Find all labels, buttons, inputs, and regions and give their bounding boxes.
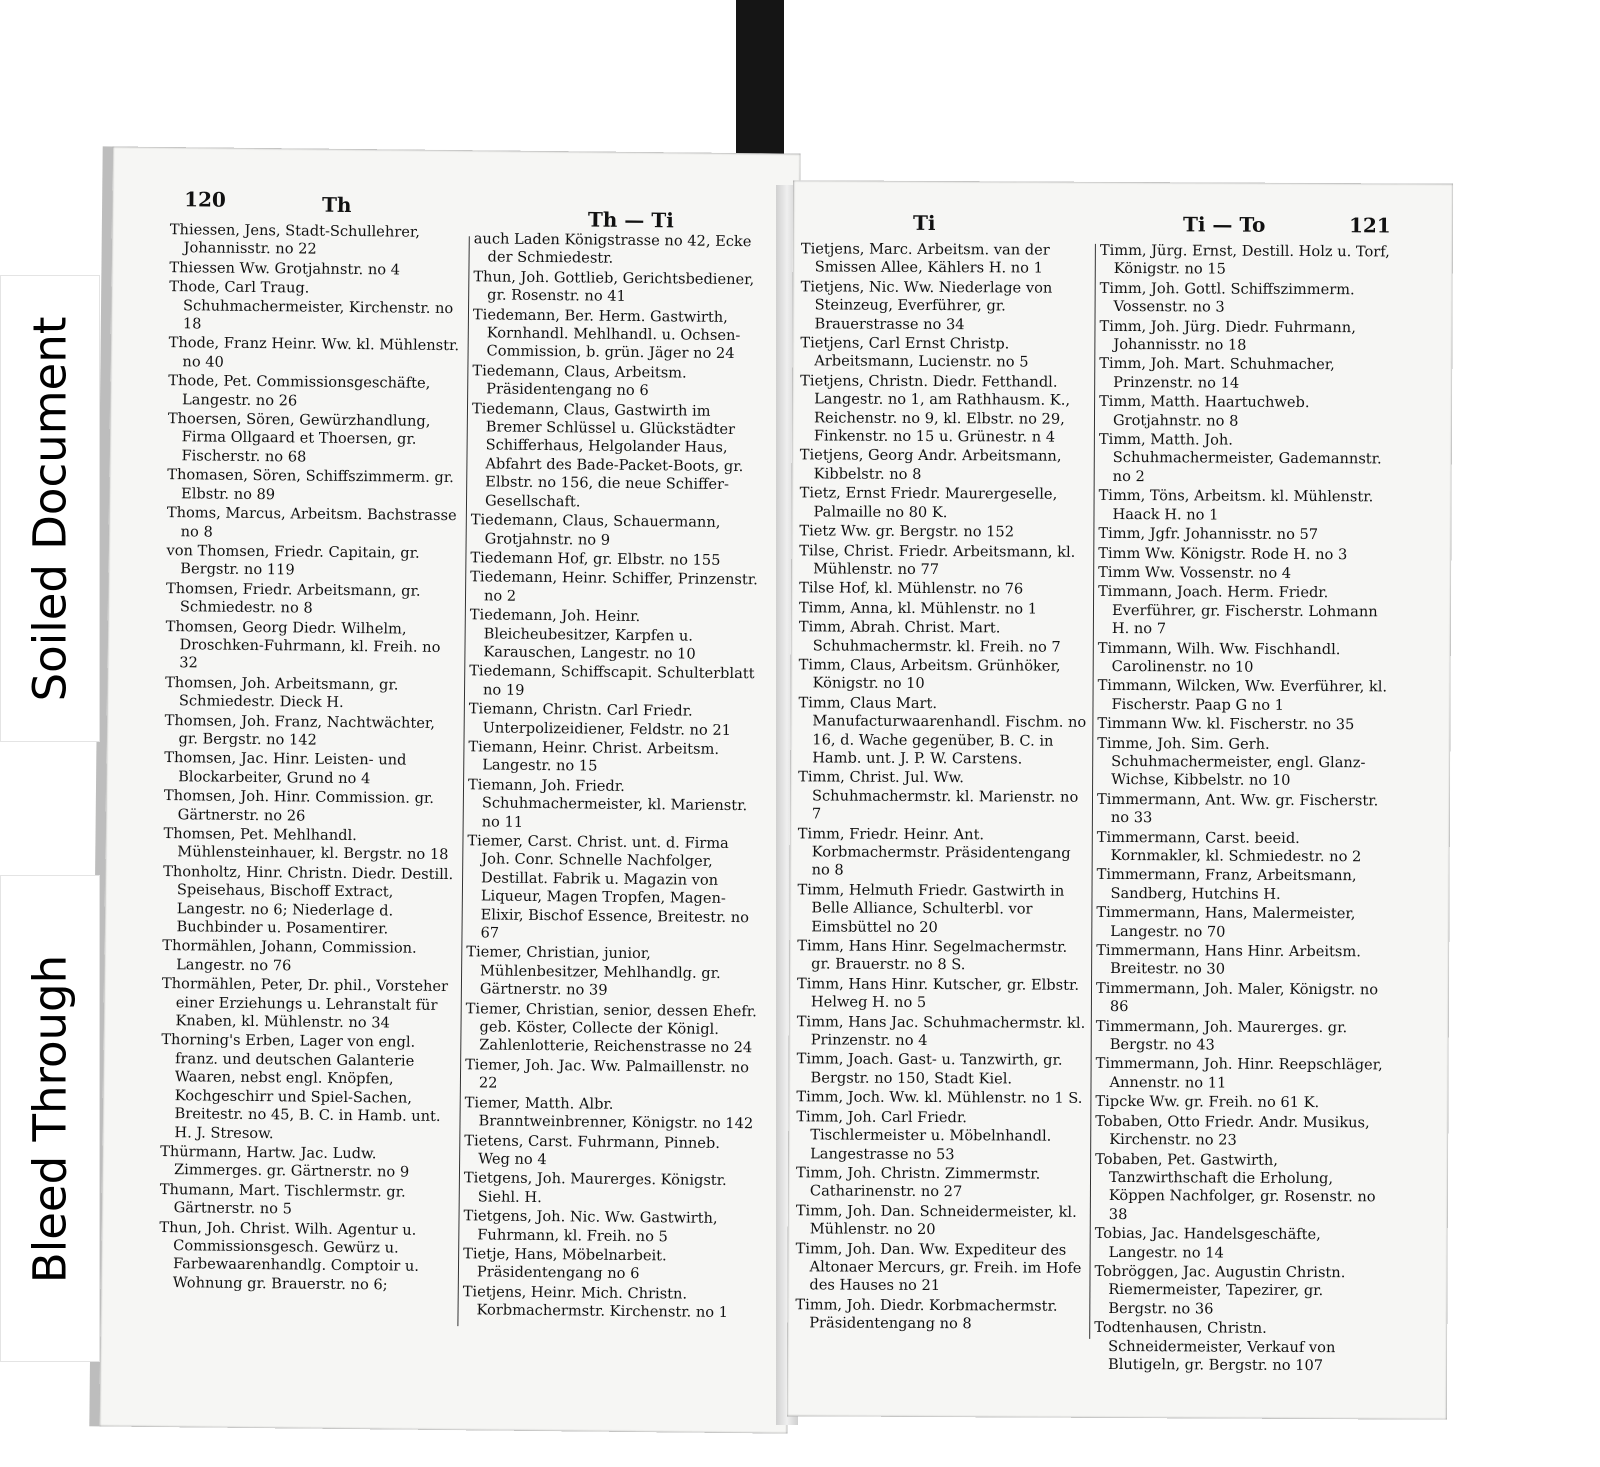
directory-entry: Tietjens, Carl Ernst Christp. Arbeitsmann, Lucienstr. no 5 (800, 334, 1029, 371)
directory-entry: Thomsen, Jac. Hinr. Leisten- und Blockarbeiter, Grund no 4 (164, 749, 407, 787)
directory-entry: Thode, Pet. Commissionsgeschäfte, Langestr. no 26 (168, 372, 431, 410)
directory-entry: Tiemann, Christn. Carl Friedr. Unterpolizeidiener, Feldstr. no 21 (468, 700, 732, 739)
directory-entry: Timm, Hans Jac. Schuhmachermstr. kl. Prinzenstr. no 4 (796, 1012, 1086, 1050)
directory-entry: Timm, Joh. Dan. Ww. Expediteur des Altonaer Mercurs, gr. Freih. im Hofe des Hauses no 21 (795, 1239, 1082, 1295)
directory-entry: Tietjens, Christn. Diedr. Fetthandl. Langestr. no 1, am Rathhausm. K., Reichenstr. no 9, kl. Elbstr. no 29, Finkenstr. no 15 u. Grünestr. n 4 (800, 372, 1071, 446)
directory-entry: Thürmann, Hartw. Jac. Ludw. Zimmerges. gr. Gärtnerstr. no 9 (160, 1142, 410, 1181)
directory-entry: Thode, Franz Heinr. Ww. kl. Mühlenstr. no 40 (168, 334, 460, 371)
directory-entry: Tiedemann, Claus, Gastwirth im Bremer Schlüssel u. Glückstädter Schifferhaus, Helgolander Haus, Abfahrt des Bade-Packet-Boots, gr. Elbstr. no 156, die neue Schiffer-Gesellschaft. (471, 399, 744, 511)
directory-entry: Thomsen, Pet. Mehlhandl. Mühlensteinhauer, kl. Bergstr. no 18 (163, 825, 449, 864)
directory-entry: Timmann Ww. kl. Fischerstr. no 35 (1097, 715, 1355, 734)
directory-entry: Tiemer, Christian, senior, dessen Ehefr. geb. Köster, Collecte der Königl. Zahlenlotterie, Reichenstrasse no 24 (465, 999, 757, 1057)
directory-entry: Timm, Joch. Ww. kl. Mühlenstr. no 1 S. (796, 1088, 1083, 1108)
header-range-left: Th — Ti (587, 207, 674, 233)
directory-entry: Timmermann, Joh. Maler, Königstr. no 86 (1095, 979, 1379, 1016)
directory-entry: Thoms, Marcus, Arbeitsm. Bachstrasse no 8 (166, 504, 457, 541)
directory-entry: Tobröggen, Jac. Augustin Christn. Riemermeister, Tapezirer, gr. Bergstr. no 36 (1094, 1262, 1346, 1318)
page-number-right: 121 (1348, 213, 1391, 238)
directory-entry: Thomsen, Friedr. Arbeitsmann, gr. Schmiedestr. no 8 (166, 579, 421, 617)
directory-entry: Timm, Claus Mart. Manufacturwaarenhandl. Fischm. no 16, d. Wache gegenüber, B. C. in Hamb. unt. J. P. W. Carstens. (798, 694, 1087, 768)
left-page-column-1 (159, 221, 464, 1296)
bleed-through-label (0, 875, 100, 1362)
directory-entry: Timm, Joh. Dan. Schneidermeister, kl. Mühlenstr. no 20 (795, 1202, 1077, 1239)
directory-entry: auch Laden Königstrasse no 42, Ecke der Schmiedestr. (473, 230, 752, 268)
directory-entry: Thun, Joh. Gottlieb, Gerichtsbediener, gr. Rosenstr. no 41 (473, 268, 755, 306)
directory-entry: Thormählen, Peter, Dr. phil., Vorsteher einer Erziehungs u. Lehranstalt für Knaben, kl. Mühlenstr. no 34 (161, 975, 449, 1032)
right-page (787, 180, 1453, 1419)
bleed-through-text: Bleed Through (23, 954, 77, 1283)
directory-entry: Thiessen, Jens, Stadt-Schullehrer, Johannisstr. no 22 (169, 221, 420, 259)
directory-entry: Timm, Claus, Arbeitsm. Grünhöker, Königstr. no 10 (798, 656, 1061, 693)
directory-entry: Tietens, Carst. Fuhrmann, Pinneb. Weg no 4 (464, 1131, 721, 1168)
directory-entry: Tiedemann, Schiffscapit. Schulterblatt no 19 (469, 662, 755, 699)
directory-entry: Timmermann, Ant. Ww. gr. Fischerstr. no 33 (1096, 790, 1379, 827)
header-letter-right: Ti (912, 210, 936, 236)
directory-entry: Timm, Joh. Christn. Zimmermstr. Catharinenstr. no 27 (795, 1164, 1041, 1201)
directory-entry: Thumann, Mart. Tischlermstr. gr. Gärtnerstr. no 5 (159, 1180, 406, 1218)
directory-entry: Thonholtz, Hinr. Christn. Diedr. Destill. Speisehaus, Bischoff Extract, Langestr. no 6; Niederlage d. Buchbinder u. Posamentirer. (163, 862, 454, 938)
right-page-column-1 (795, 240, 1091, 1335)
directory-entry: Todtenhausen, Christn. Schneidermeister, Verkauf von Blutigeln, gr. Bergstr. no 107 (1094, 1319, 1336, 1375)
directory-entry: Tiemer, Joh. Jac. Ww. Palmaillenstr. no 22 (465, 1056, 750, 1092)
directory-entry: Thomasen, Sören, Schiffszimmerm. gr. Elbstr. no 89 (167, 466, 454, 503)
directory-entry: Tiemer, Christian, junior, Mühlenbesitzer, Mehlhandlg. gr. Gärtnerstr. no 39 (466, 943, 721, 999)
directory-entry: Timm Ww. Vossenstr. no 4 (1098, 563, 1292, 582)
directory-entry: Thode, Carl Traug. Schuhmachermeister, Kirchenstr. no 18 (169, 278, 454, 333)
directory-entry: Tiedemann, Claus, Arbeitsm. Präsidentengang no 6 (472, 362, 687, 400)
directory-entry: Timm, Töns, Arbeitsm. kl. Mühlenstr. Haack H. no 1 (1098, 487, 1374, 524)
directory-entry: Tiedemann, Ber. Herm. Gastwirth, Kornhandl. Mehlhandl. u. Ochsen-Commission, b. grün. Jäger no 24 (472, 305, 741, 363)
directory-entry: Thomsen, Georg Diedr. Wilhelm, Droschken-Fuhrmann, kl. Freih. no 32 (165, 617, 441, 672)
directory-entry: Timm, Joh. Jürg. Diedr. Fuhrmann, Johannisstr. no 18 (1099, 317, 1356, 354)
directory-entry: Tietz Ww. gr. Bergstr. no 152 (799, 522, 1015, 541)
directory-entry: Tietz, Ernst Friedr. Maurergeselle, Palmaille no 80 K. (799, 484, 1058, 521)
directory-entry: Tobias, Jac. Handelsgeschäfte, Langestr. no 14 (1094, 1224, 1321, 1262)
directory-entry: Tietgens, Joh. Maurerges. Königstr. Siehl. H. (463, 1169, 727, 1206)
header-letter-left: Th (321, 192, 352, 217)
directory-entry: Timmermann, Carst. beeid. Kornmakler, kl. Schmiedestr. no 2 (1096, 828, 1362, 866)
directory-entry: Timm, Matth. Joh. Schuhmachermeister, Gademannstr. no 2 (1098, 430, 1382, 486)
directory-entry: Timmann, Wilcken, Ww. Everführer, kl. Fischerstr. Paap G no 1 (1097, 677, 1388, 714)
directory-entry: Timm, Joh. Carl Friedr. Tischlermeister u. Möbelnhandl. Langestrasse no 53 (796, 1107, 1052, 1163)
directory-entry: Timm, Abrah. Christ. Mart. Schuhmachermstr. kl. Freih. no 7 (798, 618, 1061, 656)
directory-entry: Timmermann, Joh. Maurerges. gr. Bergstr. no 43 (1095, 1017, 1348, 1054)
directory-entry: Thun, Joh. Christ. Wilh. Agentur u. Commissionsgesch. Gewürz u. Farbewaarenhandlg. Comptoir u. Wohnung gr. Brauerstr. no 6; (159, 1218, 420, 1294)
directory-entry: Timmermann, Hans Hinr. Arbeitsm. Breitestr. no 30 (1096, 941, 1361, 978)
directory-entry: Tietjens, Nic. Ww. Niederlage von Steinzeug, Everführer, gr. Brauerstrasse no 34 (800, 278, 1053, 333)
directory-entry: Thorning's Erben, Lager von engl. franz. und deutschen Galanterie Waaren, nebst engl. Knöpfen, Kochgeschirr und Spiel-Sachen, Breitestr. no 45, B. C. in Hamb. unt. H. J. Stresow. (161, 1031, 441, 1142)
directory-entry: Timm, Joh. Diedr. Korbmachermstr. Präsidentengang no 8 (795, 1296, 1058, 1333)
directory-entry: Timm, Joh. Mart. Schuhmacher, Prinzenstr. no 14 (1099, 355, 1335, 392)
directory-entry: von Thomsen, Friedr. Capitain, gr. Bergstr. no 119 (166, 541, 420, 579)
directory-entry: Tietje, Hans, Möbelnarbeit. Präsidentengang no 6 (463, 1245, 667, 1283)
directory-entry: Tietjens, Marc. Arbeitsm. van der Smissen Allee, Kählers H. no 1 (800, 240, 1050, 277)
directory-entry: Timm, Anna, kl. Mühlenstr. no 1 (798, 599, 1038, 618)
directory-entry: Tipcke Ww. gr. Freih. no 61 K. (1095, 1093, 1320, 1112)
directory-entry: Tobaben, Otto Friedr. Andr. Musikus, Kirchenstr. no 23 (1095, 1112, 1370, 1149)
directory-entry: Tiemann, Heinr. Christ. Arbeitsm. Langestr. no 15 (468, 738, 720, 775)
directory-entry: Tiemer, Carst. Christ. unt. d. Firma Joh. Conr. Schnelle Nachfolger, Destillat. Fabrik u. Magazin von Liqueur, Magen Tropfen, Magen-Elixir, Bischof Essence, Breitestr. no 67 (467, 832, 750, 942)
directory-entry: Timmermann, Hans, Malermeister, Langestr. no 70 (1096, 904, 1356, 941)
directory-entry: Timm, Helmuth Friedr. Gastwirth in Belle Alliance, Schulterbl. vor Eimsbüttel no 20 (797, 881, 1065, 936)
directory-entry: Thoersen, Sören, Gewürzhandlung, Firma Ollgaard et Thoersen, gr. Fischerstr. no 68 (167, 410, 431, 466)
directory-entry: Thomsen, Joh. Franz, Nachtwächter, gr. Bergstr. no 142 (164, 711, 436, 749)
directory-entry: Tietjens, Heinr. Mich. Christn. Korbmachermstr. Kirchenstr. no 1 (462, 1282, 729, 1322)
directory-entry: Tiemann, Joh. Friedr. Schuhmachermeister, kl. Marienstr. no 11 (467, 776, 748, 831)
directory-entry: Thomsen, Joh. Arbeitsmann, gr. Schmiedestr. Dieck H. (165, 673, 399, 712)
directory-entry: Tilse, Christ. Friedr. Arbeitsmann, kl. Mühlenstr. no 77 (799, 541, 1076, 578)
directory-entry: Timm, Friedr. Heinr. Ant. Korbmachermstr. Präsidentengang no 8 (797, 824, 1071, 879)
page-number-left: 120 (184, 187, 227, 212)
directory-entry: Tiedemann, Joh. Heinr. Bleicheubesitzer, Karpfen u. Karauschen, Langestr. no 10 (469, 606, 696, 663)
directory-entry: Tilse Hof, kl. Mühlenstr. no 76 (799, 579, 1024, 598)
directory-entry: Tietgens, Joh. Nic. Ww. Gastwirth, Fuhrmann, kl. Freih. no 5 (463, 1207, 718, 1245)
directory-entry: Thiessen Ww. Grotjahnstr. no 4 (169, 258, 401, 279)
directory-entry: Thormählen, Johann, Commission. Langestr. no 76 (162, 937, 417, 975)
directory-entry: Timmann, Wilh. Ww. Fischhandl. Carolinenstr. no 10 (1097, 639, 1341, 676)
directory-entry: Timm, Jgfr. Johannisstr. no 57 (1098, 524, 1319, 544)
directory-entry: Timmann, Joach. Herm. Friedr. Everführer, gr. Fischerstr. Lohmann H. no 7 (1098, 583, 1378, 638)
directory-entry: Timm, Joh. Gottl. Schiffszimmerm. Vossenstr. no 3 (1099, 279, 1355, 316)
directory-entry: Timm, Christ. Jul. Ww. Schuhmachermstr. kl. Marienstr. no 7 (798, 768, 1079, 823)
left-page-column-2 (462, 230, 765, 1324)
right-page-column-2 (1094, 242, 1390, 1377)
directory-entry: Timm, Matth. Haartuchweb. Grotjahnstr. no 8 (1099, 393, 1310, 430)
directory-entry: Thomsen, Joh. Hinr. Commission. gr. Gärtnerstr. no 26 (163, 787, 435, 825)
directory-entry: Timm Ww. Königstr. Rode H. no 3 (1098, 544, 1348, 563)
directory-entry: Tietjens, Georg Andr. Arbeitsmann, Kibbelstr. no 8 (799, 446, 1062, 483)
directory-entry: Tobaben, Pet. Gastwirth, Tanzwirthschaft die Erholung, Köppen Nachfolger, gr. Rosenstr. no 38 (1095, 1150, 1376, 1223)
directory-entry: Timm, Hans Hinr. Segelmachermstr. gr. Brauerstr. no 8 S. (797, 937, 1068, 974)
directory-entry: Timm, Hans Hinr. Kutscher, gr. Elbstr. Helweg H. no 5 (796, 975, 1080, 1012)
left-page (89, 146, 800, 1433)
directory-entry: Tiedemann Hof, gr. Elbstr. no 155 (470, 549, 721, 569)
soiled-document-text: Soiled Document (23, 316, 77, 701)
directory-entry: Timme, Joh. Sim. Gerh. Schuhmachermeister, engl. Glanz-Wichse, Kibbelstr. no 10 (1097, 734, 1366, 790)
directory-entry: Tiemer, Matth. Albr. Branntweinbrenner, Königstr. no 142 (464, 1093, 754, 1133)
directory-entry: Timm, Jürg. Ernst, Destill. Holz u. Torf, Königstr. no 15 (1099, 241, 1390, 278)
directory-entry: Timm, Joach. Gast- u. Tanzwirth, gr. Bergstr. no 150, Stadt Kiel. (796, 1050, 1063, 1088)
directory-entry: Timmermann, Franz, Arbeitsmann, Sandberg, Hutchins H. (1096, 866, 1357, 903)
soiled-document-label (0, 275, 100, 742)
directory-entry: Tiedemann, Claus, Schauermann, Grotjahnstr. no 9 (470, 511, 721, 549)
header-range-right: Ti — To (1182, 212, 1266, 237)
directory-entry: Timmermann, Joh. Hinr. Reepschläger, Annenstr. no 11 (1095, 1055, 1383, 1092)
directory-entry: Tiedemann, Heinr. Schiffer, Prinzenstr. no 2 (470, 568, 758, 605)
